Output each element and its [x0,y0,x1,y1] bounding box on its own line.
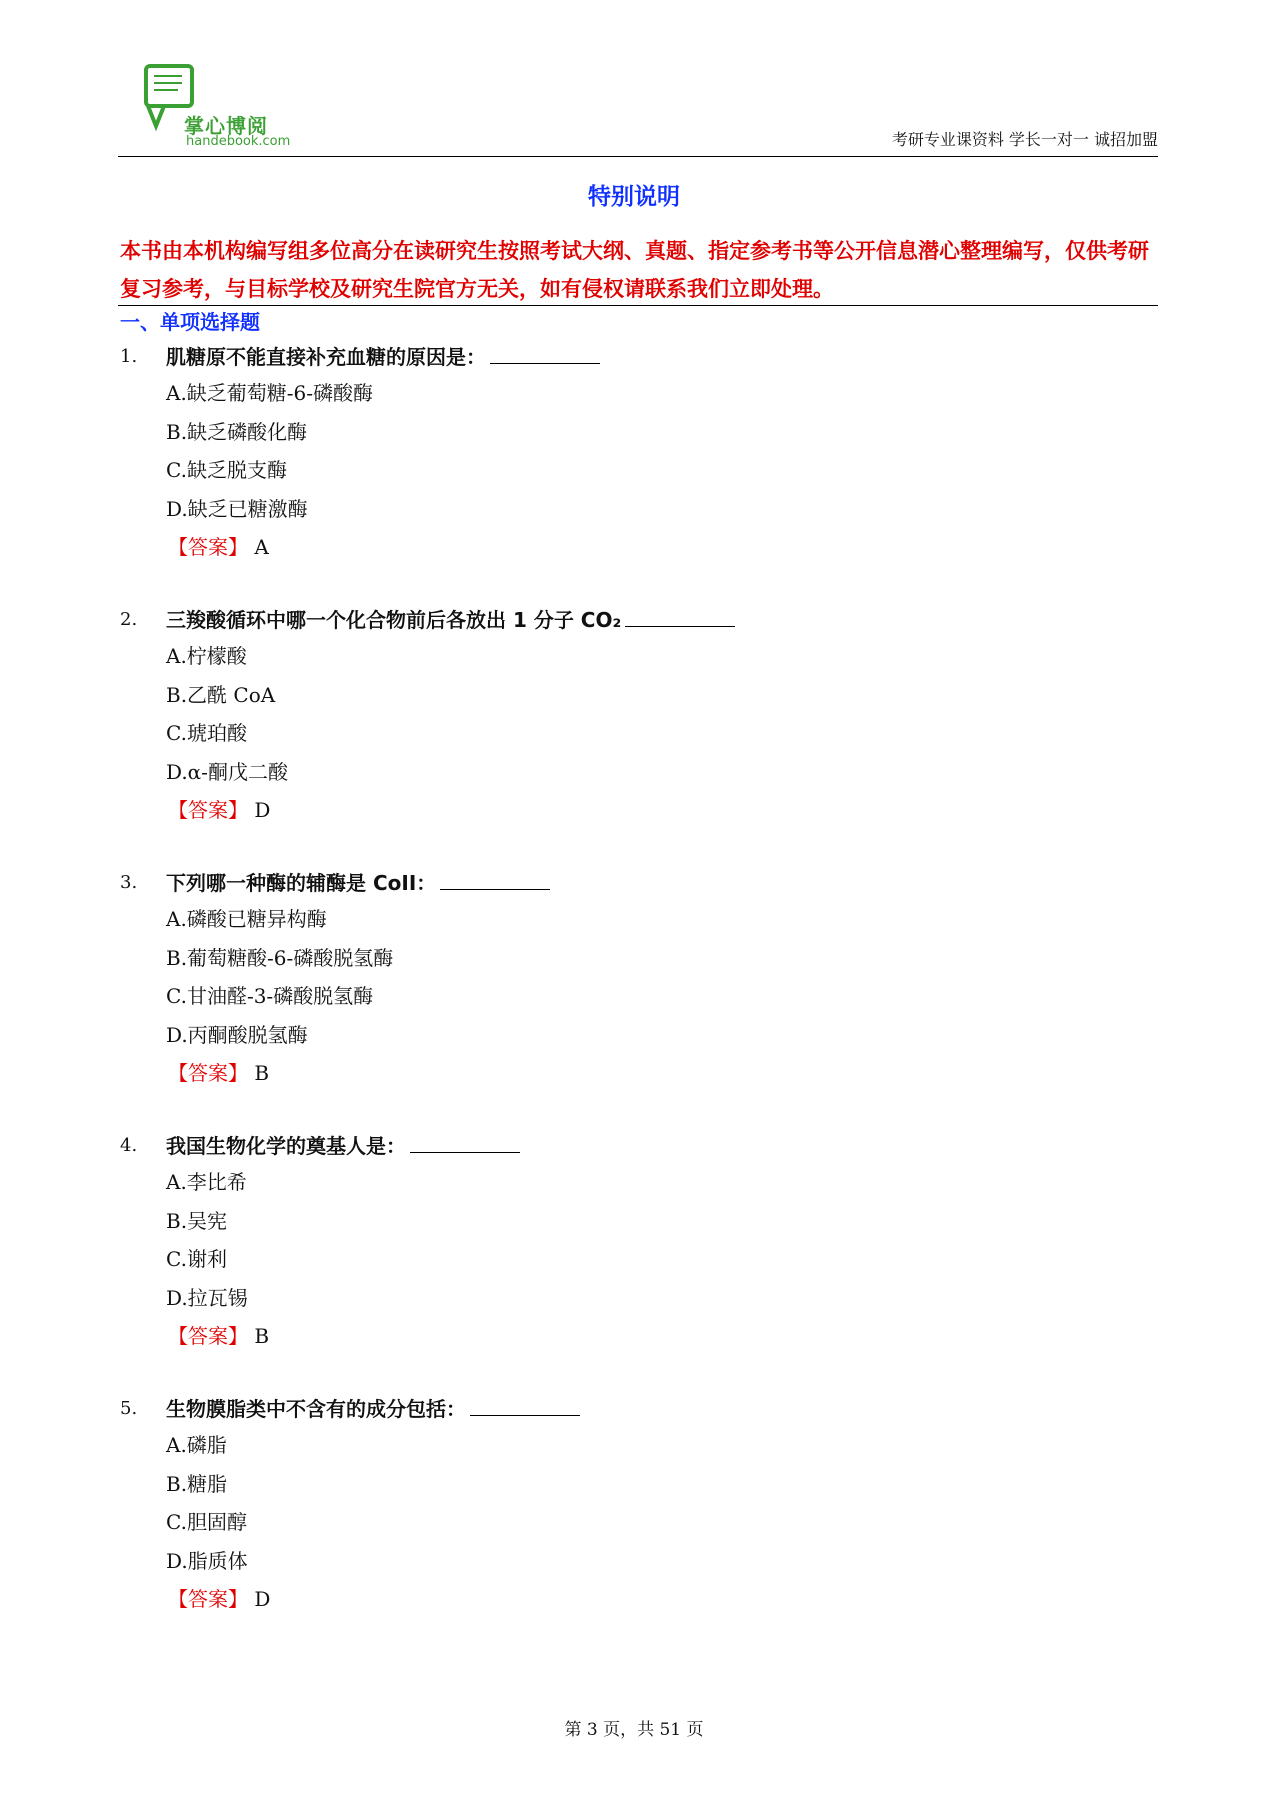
question-1 [118,340,1158,566]
option-a: A.磷脂 [166,1433,227,1457]
option-b: B.乙酰 CoA [166,682,276,707]
option-a: A.磷酸已糖异构酶 [166,907,327,931]
logo-text: 掌心博阅 [184,114,268,138]
question-5 [118,1392,1158,1618]
question-list [118,340,1158,1655]
option-b: B.吴宪 [166,1208,228,1233]
answer-value: A [254,535,269,559]
question-3 [118,866,1158,1092]
answer [118,1580,1158,1618]
answer [118,1054,1158,1092]
page-header [118,58,1158,157]
option-a: A.柠檬酸 [166,644,247,668]
option-d: D.脂质体 [166,1548,248,1573]
option-c: C.甘油醛-3-磷酸脱氢酶 [166,984,374,1008]
question-text: 肌糖原不能直接补充血糖的原因是： [166,345,486,369]
answer-blank [625,606,735,627]
answer-tag: 【答案】 [168,535,248,559]
answer-value: D [254,798,271,822]
answer-value: B [254,1061,270,1085]
question-number: 3. [120,872,138,893]
answer-tag: 【答案】 [168,1061,248,1085]
option-d: D.α-酮戊二酸 [166,759,288,784]
question-text: 三羧酸循环中哪一个化合物前后各放出 1 分子 CO₂ [166,608,622,632]
option-c: C.胆固醇 [166,1510,247,1534]
answer-tag: 【答案】 [168,1324,248,1348]
option-b: B.糖脂 [166,1471,228,1496]
answer-blank [410,1132,520,1153]
answer [118,791,1158,829]
answer [118,1317,1158,1355]
answer [118,528,1158,566]
divider [118,305,1158,306]
answer-value: B [254,1324,270,1348]
option-c: C.谢利 [166,1247,227,1271]
option-b: B.葡萄糖酸-6-磷酸脱氢酶 [166,945,394,970]
option-d: D.拉瓦锡 [166,1285,248,1310]
option-d: D.缺乏已糖激酶 [166,496,308,521]
answer-tag: 【答案】 [168,1587,248,1611]
option-a: A.缺乏葡萄糖-6-磷酸酶 [166,381,374,405]
option-d: D.丙酮酸脱氢酶 [166,1022,308,1047]
option-a: A.李比希 [166,1170,247,1194]
section-title: 一、单项选择题 [120,310,260,334]
question-4 [118,1129,1158,1355]
question-text: 下列哪一种酶的辅酶是 CoII： [166,871,437,895]
question-number: 4. [120,1135,138,1156]
question-number: 2. [120,609,138,630]
question-text: 我国生物化学的奠基人是： [166,1134,406,1158]
question-text: 生物膜脂类中不含有的成分包括： [166,1397,466,1421]
question-2 [118,603,1158,829]
question-number: 1. [120,346,138,367]
answer-blank [490,343,600,364]
answer-blank [470,1395,580,1416]
notice-body: 本书由本机构编写组多位高分在读研究生按照考试大纲、真题、指定参考书等公开信息潜心整理编写，仅供考研复习参考，与目标学校及研究生院官方无关，如有侵权请联系我们立即处理。 [120,239,1149,301]
logo-url: handebook.com [186,134,291,149]
answer-tag: 【答案】 [168,798,248,822]
answer-blank [440,869,550,890]
notice-title: 特别说明 [588,184,680,210]
option-b: B.缺乏磷酸化酶 [166,419,308,444]
option-c: C.琥珀酸 [166,721,247,745]
page-footer: 第 3 页，共 51 页 [564,1720,704,1740]
answer-value: D [254,1587,271,1611]
header-tagline: 考研专业课资料 学长一对一 诚招加盟 [891,130,1158,149]
question-number: 5. [120,1398,138,1419]
option-c: C.缺乏脱支酶 [166,458,287,482]
logo [138,62,291,152]
